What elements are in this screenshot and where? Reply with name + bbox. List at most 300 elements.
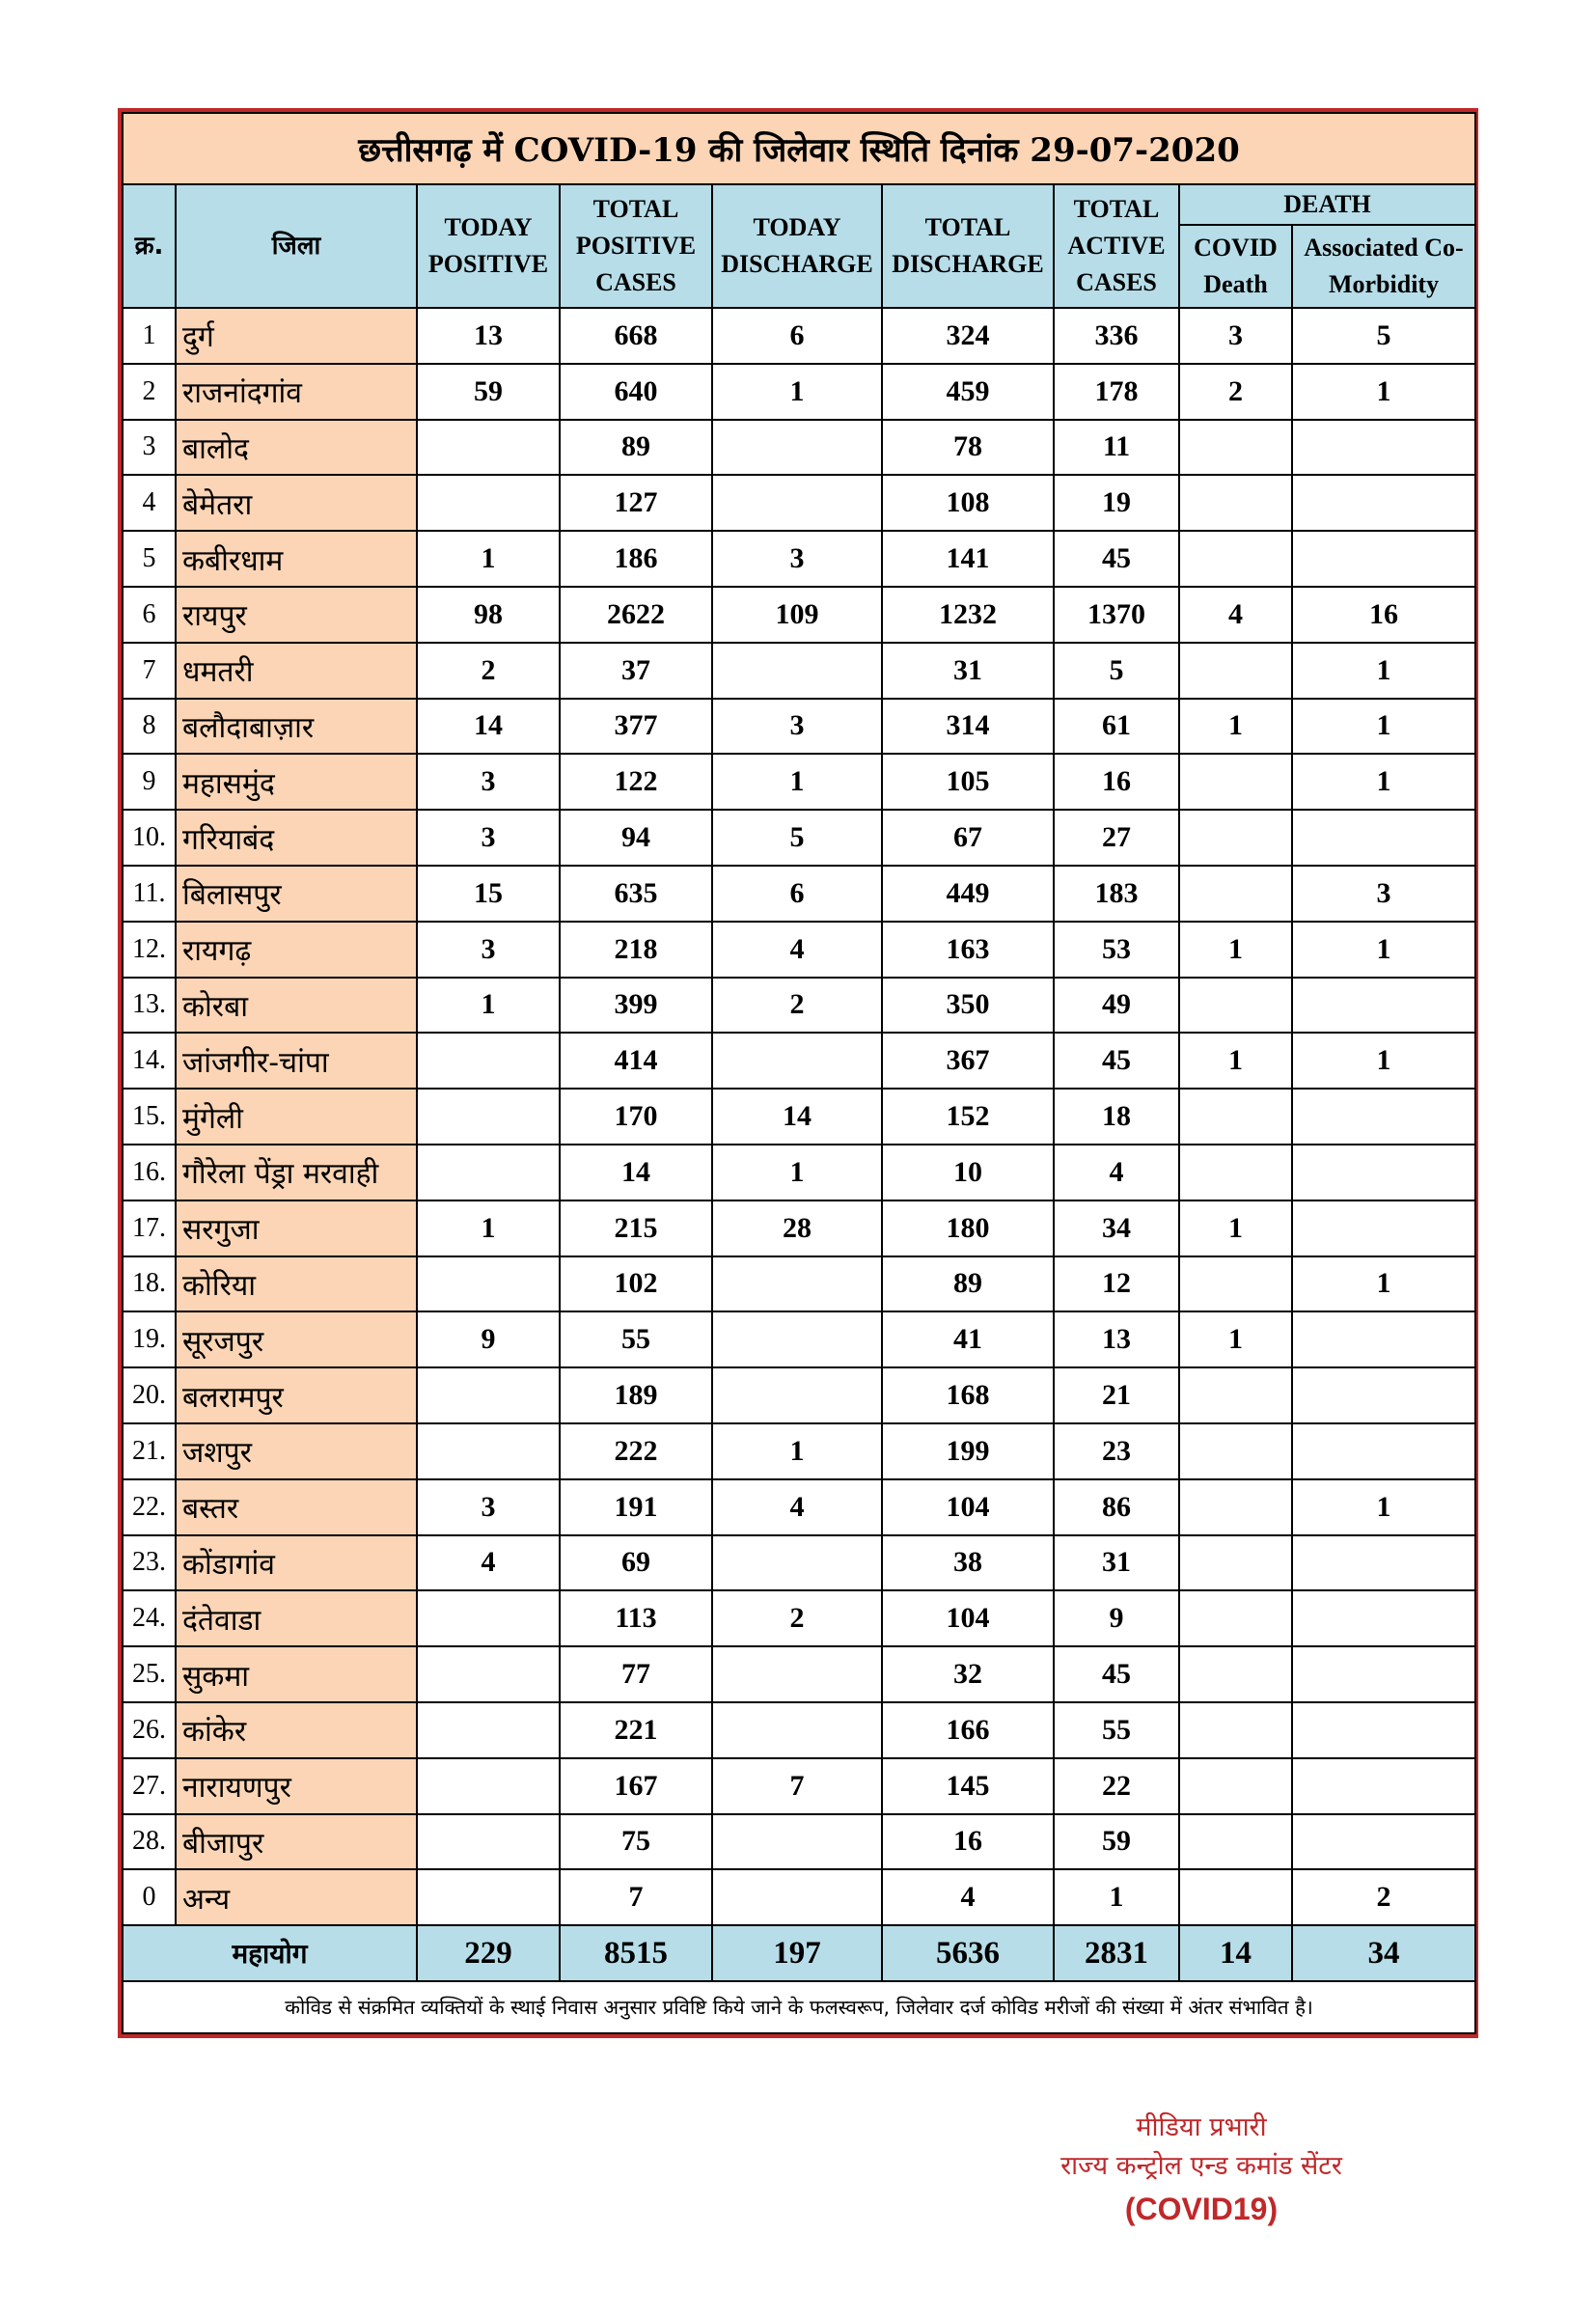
cell-covid-death (1179, 1423, 1292, 1479)
table-row (123, 1367, 1475, 1423)
cell-today-positive: 98 (417, 587, 560, 643)
cell-today-discharge (712, 1869, 882, 1925)
cell-total-discharge: 145 (882, 1758, 1054, 1814)
cell-today-discharge (712, 420, 882, 476)
cell-total-discharge: 104 (882, 1590, 1054, 1646)
cell-total-active: 1370 (1054, 587, 1179, 643)
table-row (123, 531, 1475, 587)
cell-today-discharge: 6 (712, 866, 882, 922)
cell-sn: 25. (123, 1646, 176, 1702)
cell-associated (1292, 1702, 1475, 1758)
covid-label: (COVID19) (1124, 2192, 1279, 2226)
cell-today-discharge: 1 (712, 364, 882, 420)
table-row (123, 1758, 1475, 1814)
cell-today-discharge: 2 (712, 978, 882, 1034)
cell-district: बस्तर (176, 1479, 417, 1535)
cell-today-positive (417, 1145, 560, 1200)
cell-district: सुकमा (176, 1646, 417, 1702)
cell-district: गौरेला पेंड्रा मरवाही (176, 1145, 417, 1200)
cell-sn: 16. (123, 1145, 176, 1200)
header-total-active: TOTAL ACTIVE CASES (1054, 184, 1179, 308)
cell-covid-death: 1 (1179, 1311, 1292, 1367)
cell-total-active: 61 (1054, 699, 1179, 755)
cell-sn: 15. (123, 1089, 176, 1145)
cell-covid-death (1179, 475, 1292, 531)
cell-total-positive: 668 (560, 308, 712, 364)
cell-total-positive: 127 (560, 475, 712, 531)
cell-total-active: 45 (1054, 531, 1179, 587)
table-row (123, 1089, 1475, 1145)
cell-associated: 1 (1292, 364, 1475, 420)
cell-district: सरगुजा (176, 1200, 417, 1256)
cell-today-positive: 3 (417, 754, 560, 810)
cell-covid-death (1179, 1479, 1292, 1535)
cell-total-positive: 55 (560, 1311, 712, 1367)
cell-associated (1292, 1311, 1475, 1367)
cell-district: रायपुर (176, 587, 417, 643)
cell-associated (1292, 978, 1475, 1034)
cell-district: धमतरी (176, 643, 417, 699)
cell-total-discharge: 108 (882, 475, 1054, 531)
cell-total-discharge: 168 (882, 1367, 1054, 1423)
cell-associated (1292, 475, 1475, 531)
cell-sn: 17. (123, 1200, 176, 1256)
cell-total-active: 9 (1054, 1590, 1179, 1646)
header-total-discharge: TOTAL DISCHARGE (882, 184, 1054, 308)
cell-sn: 9 (123, 754, 176, 810)
cell-district: सूरजपुर (176, 1311, 417, 1367)
cell-today-discharge: 28 (712, 1200, 882, 1256)
cell-associated (1292, 1535, 1475, 1591)
table-row (123, 922, 1475, 978)
cell-covid-death: 1 (1179, 1200, 1292, 1256)
cell-covid-death (1179, 1089, 1292, 1145)
cell-total-active: 5 (1054, 643, 1179, 699)
cell-sn: 7 (123, 643, 176, 699)
cell-today-discharge: 3 (712, 531, 882, 587)
cell-total-positive: 218 (560, 922, 712, 978)
cell-total-active: 11 (1054, 420, 1179, 476)
cell-today-positive: 1 (417, 1200, 560, 1256)
cell-sn: 6 (123, 587, 176, 643)
cell-today-positive (417, 420, 560, 476)
total-total-discharge: 5636 (882, 1925, 1054, 1981)
cell-total-discharge: 41 (882, 1311, 1054, 1367)
cell-total-active: 49 (1054, 978, 1179, 1034)
cell-covid-death (1179, 1256, 1292, 1312)
cell-district: बलरामपुर (176, 1367, 417, 1423)
cell-today-positive: 3 (417, 922, 560, 978)
cell-total-positive: 191 (560, 1479, 712, 1535)
cell-today-positive (417, 1590, 560, 1646)
cell-district: राजनांदगांव (176, 364, 417, 420)
cell-total-active: 53 (1054, 922, 1179, 978)
cell-today-discharge (712, 1535, 882, 1591)
cell-today-positive: 4 (417, 1535, 560, 1591)
header-today-discharge: TODAY DISCHARGE (712, 184, 882, 308)
cell-sn: 10. (123, 810, 176, 866)
cell-covid-death (1179, 1869, 1292, 1925)
cell-total-discharge: 141 (882, 531, 1054, 587)
table-row (123, 1145, 1475, 1200)
cell-total-positive: 69 (560, 1535, 712, 1591)
cell-today-positive (417, 1089, 560, 1145)
cell-sn: 26. (123, 1702, 176, 1758)
table-row (123, 1200, 1475, 1256)
cell-total-discharge: 32 (882, 1646, 1054, 1702)
cell-total-positive: 189 (560, 1367, 712, 1423)
cell-total-discharge: 104 (882, 1479, 1054, 1535)
table-body (123, 308, 1475, 1925)
cell-total-positive: 14 (560, 1145, 712, 1200)
cell-today-positive: 9 (417, 1311, 560, 1367)
cell-total-positive: 635 (560, 866, 712, 922)
cell-covid-death (1179, 1702, 1292, 1758)
cell-associated: 16 (1292, 587, 1475, 643)
cell-today-discharge: 6 (712, 308, 882, 364)
cell-covid-death (1179, 1145, 1292, 1200)
total-row (123, 1925, 1475, 1981)
cell-total-positive: 37 (560, 643, 712, 699)
table-row (123, 810, 1475, 866)
cell-total-positive: 215 (560, 1200, 712, 1256)
cell-associated: 3 (1292, 866, 1475, 922)
cell-district: बिलासपुर (176, 866, 417, 922)
cell-today-positive: 13 (417, 308, 560, 364)
cell-today-discharge: 1 (712, 754, 882, 810)
cell-sn: 2 (123, 364, 176, 420)
cell-today-discharge (712, 1702, 882, 1758)
cell-covid-death (1179, 1535, 1292, 1591)
cell-today-positive (417, 1758, 560, 1814)
table-row (123, 1535, 1475, 1591)
cell-today-positive (417, 1423, 560, 1479)
cell-today-discharge: 7 (712, 1758, 882, 1814)
table-row (123, 1423, 1475, 1479)
cell-total-positive: 89 (560, 420, 712, 476)
footnote: कोविड से संक्रमित व्यक्तियों के स्थाई निवास अनुसार प्रविष्टि किये जाने के फलस्वरूप, जिलेवार दर्ज कोविड मरीजों की संख्या में अंतर संभावित है। (123, 1981, 1475, 2033)
cell-covid-death (1179, 754, 1292, 810)
cell-today-positive: 1 (417, 978, 560, 1034)
control-center: राज्य कन्ट्रोल एन्ड कमांड सेंटर (1060, 2151, 1342, 2181)
signature-block (994, 2109, 1409, 2232)
cell-covid-death (1179, 810, 1292, 866)
cell-total-active: 19 (1054, 475, 1179, 531)
cell-covid-death (1179, 866, 1292, 922)
cell-district: बीजापुर (176, 1814, 417, 1870)
cell-covid-death (1179, 531, 1292, 587)
cell-total-active: 183 (1054, 866, 1179, 922)
cell-total-active: 59 (1054, 1814, 1179, 1870)
cell-sn: 5 (123, 531, 176, 587)
cell-total-discharge: 67 (882, 810, 1054, 866)
cell-covid-death (1179, 420, 1292, 476)
total-associated: 34 (1292, 1925, 1475, 1981)
cell-total-positive: 221 (560, 1702, 712, 1758)
cell-total-active: 13 (1054, 1311, 1179, 1367)
cell-today-discharge: 4 (712, 1479, 882, 1535)
cell-total-discharge: 10 (882, 1145, 1054, 1200)
cell-total-discharge: 31 (882, 643, 1054, 699)
table-row (123, 754, 1475, 810)
district-table (122, 112, 1476, 2034)
table-row (123, 1814, 1475, 1870)
cell-today-discharge: 1 (712, 1145, 882, 1200)
cell-total-discharge: 152 (882, 1089, 1054, 1145)
cell-associated (1292, 1423, 1475, 1479)
cell-covid-death (1179, 1646, 1292, 1702)
cell-today-discharge (712, 643, 882, 699)
total-label: महायोग (123, 1925, 417, 1981)
cell-total-active: 336 (1054, 308, 1179, 364)
cell-total-active: 178 (1054, 364, 1179, 420)
cell-sn: 20. (123, 1367, 176, 1423)
table-row (123, 364, 1475, 420)
cell-covid-death (1179, 643, 1292, 699)
cell-sn: 22. (123, 1479, 176, 1535)
cell-sn: 0 (123, 1869, 176, 1925)
cell-total-active: 55 (1054, 1702, 1179, 1758)
cell-sn: 19. (123, 1311, 176, 1367)
cell-total-positive: 640 (560, 364, 712, 420)
cell-total-discharge: 314 (882, 699, 1054, 755)
cell-total-discharge: 89 (882, 1256, 1054, 1312)
report-frame (118, 108, 1478, 2038)
cell-today-positive: 3 (417, 1479, 560, 1535)
total-total-positive: 8515 (560, 1925, 712, 1981)
total-covid-death: 14 (1179, 1925, 1292, 1981)
cell-covid-death: 1 (1179, 1033, 1292, 1089)
cell-sn: 24. (123, 1590, 176, 1646)
cell-today-positive: 14 (417, 699, 560, 755)
cell-associated: 5 (1292, 308, 1475, 364)
cell-today-positive: 3 (417, 810, 560, 866)
cell-total-discharge: 105 (882, 754, 1054, 810)
header-today-positive: TODAY POSITIVE (417, 184, 560, 308)
table-row (123, 475, 1475, 531)
cell-total-discharge: 350 (882, 978, 1054, 1034)
cell-total-discharge: 163 (882, 922, 1054, 978)
cell-total-discharge: 1232 (882, 587, 1054, 643)
cell-today-discharge (712, 1646, 882, 1702)
table-row (123, 587, 1475, 643)
cell-total-active: 1 (1054, 1869, 1179, 1925)
table-row (123, 1033, 1475, 1089)
cell-covid-death: 3 (1179, 308, 1292, 364)
cell-today-positive: 15 (417, 866, 560, 922)
report-title: छत्तीसगढ़ में COVID-19 की जिलेवार स्थिति दिनांक 29-07-2020 (123, 113, 1475, 184)
cell-total-active: 18 (1054, 1089, 1179, 1145)
table-row (123, 1869, 1475, 1925)
cell-associated (1292, 1367, 1475, 1423)
cell-total-discharge: 38 (882, 1535, 1054, 1591)
cell-district: कबीरधाम (176, 531, 417, 587)
cell-associated (1292, 1758, 1475, 1814)
cell-total-positive: 167 (560, 1758, 712, 1814)
cell-today-discharge (712, 1814, 882, 1870)
cell-total-positive: 222 (560, 1423, 712, 1479)
cell-total-active: 23 (1054, 1423, 1179, 1479)
cell-covid-death: 2 (1179, 364, 1292, 420)
cell-sn: 14. (123, 1033, 176, 1089)
cell-today-positive: 2 (417, 643, 560, 699)
table-row (123, 420, 1475, 476)
cell-today-positive (417, 1702, 560, 1758)
cell-today-discharge (712, 1033, 882, 1089)
cell-total-positive: 102 (560, 1256, 712, 1312)
cell-total-active: 34 (1054, 1200, 1179, 1256)
cell-today-discharge: 5 (712, 810, 882, 866)
cell-district: बलौदाबाज़ार (176, 699, 417, 755)
cell-today-positive (417, 475, 560, 531)
cell-covid-death (1179, 1367, 1292, 1423)
media-incharge: मीडिया प्रभारी (1136, 2112, 1267, 2142)
header-sn: क्र. (123, 184, 176, 308)
cell-total-discharge: 199 (882, 1423, 1054, 1479)
cell-total-active: 31 (1054, 1535, 1179, 1591)
cell-covid-death (1179, 978, 1292, 1034)
cell-associated (1292, 531, 1475, 587)
cell-district: जशपुर (176, 1423, 417, 1479)
cell-district: जांजगीर-चांपा (176, 1033, 417, 1089)
cell-total-active: 27 (1054, 810, 1179, 866)
cell-today-positive (417, 1869, 560, 1925)
table-row (123, 866, 1475, 922)
cell-total-active: 12 (1054, 1256, 1179, 1312)
header-associated: Associated Co-Morbidity (1292, 225, 1475, 308)
cell-total-active: 45 (1054, 1033, 1179, 1089)
table-row (123, 699, 1475, 755)
cell-district: मुंगेली (176, 1089, 417, 1145)
table-row (123, 1702, 1475, 1758)
cell-associated (1292, 1646, 1475, 1702)
cell-associated: 2 (1292, 1869, 1475, 1925)
cell-total-positive: 399 (560, 978, 712, 1034)
cell-district: कोरबा (176, 978, 417, 1034)
cell-today-positive (417, 1646, 560, 1702)
cell-associated: 1 (1292, 1479, 1475, 1535)
cell-district: बेमेतरा (176, 475, 417, 531)
cell-total-active: 86 (1054, 1479, 1179, 1535)
table-row (123, 978, 1475, 1034)
cell-today-positive (417, 1033, 560, 1089)
cell-total-discharge: 78 (882, 420, 1054, 476)
cell-associated: 1 (1292, 699, 1475, 755)
cell-associated (1292, 420, 1475, 476)
cell-today-positive (417, 1814, 560, 1870)
cell-district: रायगढ़ (176, 922, 417, 978)
table-row (123, 1646, 1475, 1702)
cell-total-positive: 122 (560, 754, 712, 810)
cell-sn: 18. (123, 1256, 176, 1312)
cell-district: नारायणपुर (176, 1758, 417, 1814)
cell-sn: 8 (123, 699, 176, 755)
cell-associated (1292, 1145, 1475, 1200)
cell-total-positive: 7 (560, 1869, 712, 1925)
header-district: जिला (176, 184, 417, 308)
cell-district: कोंडागांव (176, 1535, 417, 1591)
cell-total-positive: 186 (560, 531, 712, 587)
cell-sn: 3 (123, 420, 176, 476)
cell-covid-death (1179, 1814, 1292, 1870)
cell-district: कांकेर (176, 1702, 417, 1758)
total-total-active: 2831 (1054, 1925, 1179, 1981)
cell-associated (1292, 1089, 1475, 1145)
cell-total-discharge: 367 (882, 1033, 1054, 1089)
cell-total-discharge: 324 (882, 308, 1054, 364)
cell-today-positive (417, 1256, 560, 1312)
cell-today-discharge (712, 1311, 882, 1367)
cell-sn: 21. (123, 1423, 176, 1479)
cell-associated: 1 (1292, 1033, 1475, 1089)
cell-today-positive: 59 (417, 364, 560, 420)
cell-total-discharge: 449 (882, 866, 1054, 922)
total-today-discharge: 197 (712, 1925, 882, 1981)
cell-total-active: 22 (1054, 1758, 1179, 1814)
cell-covid-death: 1 (1179, 699, 1292, 755)
cell-sn: 23. (123, 1535, 176, 1591)
header-total-positive: TOTAL POSITIVE CASES (560, 184, 712, 308)
cell-district: कोरिया (176, 1256, 417, 1312)
cell-district: दंतेवाडा (176, 1590, 417, 1646)
cell-covid-death (1179, 1758, 1292, 1814)
cell-associated: 1 (1292, 754, 1475, 810)
cell-associated (1292, 1200, 1475, 1256)
cell-today-positive (417, 1367, 560, 1423)
cell-sn: 11. (123, 866, 176, 922)
cell-today-discharge (712, 1367, 882, 1423)
cell-sn: 27. (123, 1758, 176, 1814)
cell-today-discharge: 2 (712, 1590, 882, 1646)
cell-total-positive: 377 (560, 699, 712, 755)
header-death: DEATH (1179, 184, 1475, 225)
cell-district: गरियाबंद (176, 810, 417, 866)
cell-sn: 1 (123, 308, 176, 364)
cell-sn: 4 (123, 475, 176, 531)
cell-sn: 13. (123, 978, 176, 1034)
cell-today-discharge: 109 (712, 587, 882, 643)
cell-associated (1292, 810, 1475, 866)
cell-total-positive: 414 (560, 1033, 712, 1089)
cell-today-positive: 1 (417, 531, 560, 587)
cell-covid-death: 4 (1179, 587, 1292, 643)
table-row (123, 1479, 1475, 1535)
cell-total-active: 45 (1054, 1646, 1179, 1702)
cell-today-discharge (712, 1256, 882, 1312)
table-row (123, 643, 1475, 699)
table-row (123, 1311, 1475, 1367)
cell-covid-death: 1 (1179, 922, 1292, 978)
cell-sn: 12. (123, 922, 176, 978)
cell-total-positive: 170 (560, 1089, 712, 1145)
cell-associated (1292, 1814, 1475, 1870)
table-row (123, 1256, 1475, 1312)
total-today-positive: 229 (417, 1925, 560, 1981)
cell-today-discharge (712, 475, 882, 531)
cell-total-positive: 113 (560, 1590, 712, 1646)
table-row (123, 308, 1475, 364)
cell-associated (1292, 1590, 1475, 1646)
table-row (123, 1590, 1475, 1646)
cell-total-active: 16 (1054, 754, 1179, 810)
header-covid-death: COVID Death (1179, 225, 1292, 308)
cell-total-positive: 77 (560, 1646, 712, 1702)
cell-associated: 1 (1292, 922, 1475, 978)
cell-total-active: 21 (1054, 1367, 1179, 1423)
cell-total-positive: 94 (560, 810, 712, 866)
cell-total-active: 4 (1054, 1145, 1179, 1200)
cell-district: बालोद (176, 420, 417, 476)
